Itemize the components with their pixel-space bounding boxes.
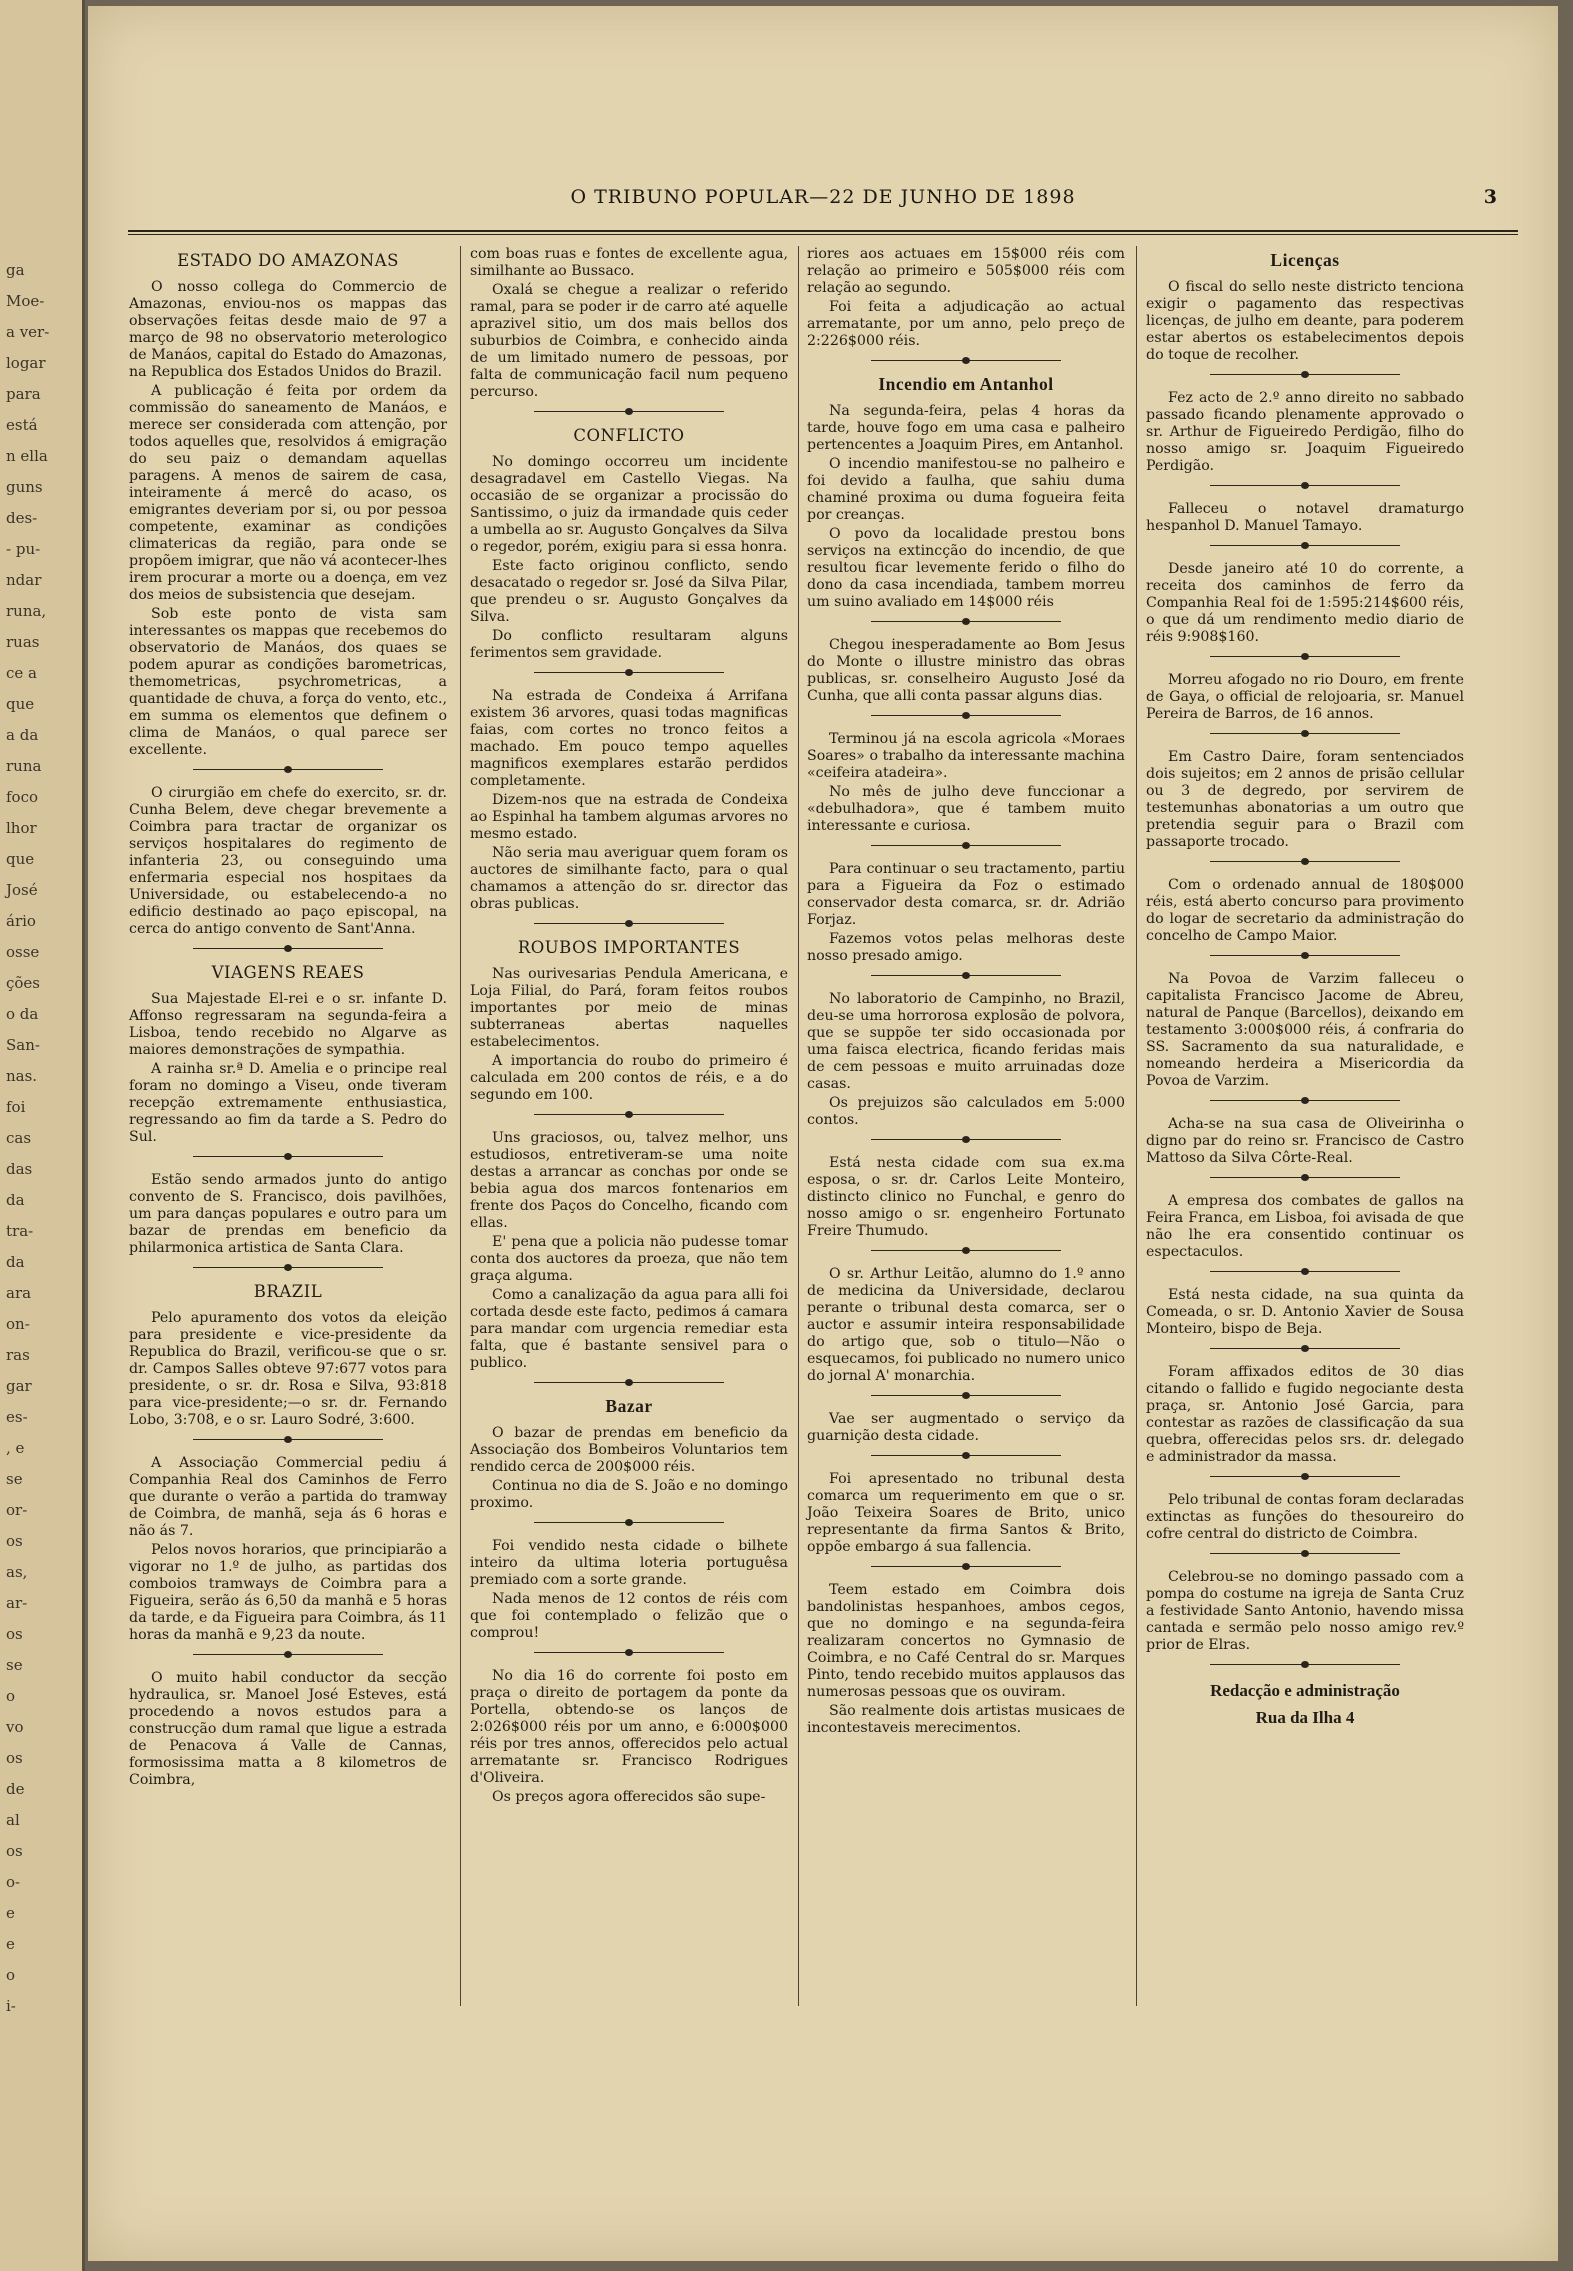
margin-fragment: on-	[6, 1315, 30, 1333]
paragraph: Pelos novos horarios, que principiarão a vigorar no 1.º de julho, as partidas dos comboios tramways de Coimbra para a Figueira, serão ás 6,50 da manhã e 5 horas da tarde, e da Figueira para Coimbra, ás 11 horas da manhã e 9,23 da noute.	[129, 1542, 447, 1643]
margin-fragment: es-	[6, 1408, 28, 1426]
paragraph: Desde janeiro até 10 do corrente, a receita dos caminhos de ferro da Companhia Real foi de 1:595:214$600 réis, o que dá um rendimento medio diario de réis 9:908$160.	[1146, 561, 1464, 645]
paragraph: Acha-se na sua casa de Oliveirinha o digno par do reino sr. Francisco de Castro Mattoso da Silva Côrte-Real.	[1146, 1116, 1464, 1166]
margin-fragment: a ver-	[6, 323, 50, 341]
header-rule	[128, 230, 1518, 232]
column-divider	[460, 246, 461, 2006]
separator-rule	[193, 1650, 384, 1660]
margin-fragment: lhor	[6, 819, 37, 837]
paragraph: Este facto originou conflicto, sendo desacatado o regedor sr. José da Silva Pilar, que prendeu o sr. Augusto Gonçalves da Silva.	[470, 558, 788, 625]
separator-rule	[534, 1518, 725, 1528]
paragraph: O bazar de prendas em beneficio da Associação dos Bombeiros Voluntarios tem rendido cerca de 200$000 réis.	[470, 1425, 788, 1475]
paragraph: Sob este ponto de vista sam interessantes os mappas que recebemos do observatorio de Manáos, dos quaes se podem apurar as condições barometricas, themometricas, psychrometricas, a quantidade de chuva, a força do vento, etc., em summa os elementos que definem o clima de Manáos, o qual parece ser excellente.	[129, 606, 447, 758]
margin-fragment: or-	[6, 1501, 28, 1519]
margin-fragment: ce a	[6, 664, 37, 682]
separator-rule	[534, 919, 725, 929]
margin-fragment: Moe-	[6, 292, 45, 310]
paragraph: Chegou inesperadamente ao Bom Jesus do Monte o illustre ministro das obras publicas, sr. conselheiro Augusto José da Cunha, que alli conta passar alguns dias.	[807, 637, 1125, 704]
newspaper-page	[88, 6, 1558, 2261]
margin-fragment: al	[6, 1811, 20, 1829]
separator-rule	[193, 1435, 384, 1445]
separator-rule	[1210, 541, 1401, 551]
masthead	[88, 186, 1558, 208]
separator-rule	[1210, 1096, 1401, 1106]
margin-fragment: ar-	[6, 1594, 28, 1612]
margin-fragment: os	[6, 1532, 23, 1550]
margin-fragment: José	[6, 881, 38, 899]
margin-fragment: nas.	[6, 1067, 38, 1085]
previous-page-edge	[0, 0, 85, 2271]
paragraph: Para continuar o seu tractamento, partiu para a Figueira da Foz o estimado conservador desta comarca, sr. dr. Adrião Forjaz.	[807, 861, 1125, 928]
article-heading: BRAZIL	[253, 1282, 323, 1301]
separator-rule	[871, 971, 1062, 981]
margin-fragment: runa	[6, 757, 42, 775]
paragraph: O sr. Arthur Leitão, alumno do 1.º anno de medicina da Universidade, declarou perante o tribunal desta comarca, ser o auctor e assumir inteira responsabilidade do artigo que, sob o titulo—Não o esquecamos, foi publicado no numero unico do jornal A' monarchia.	[807, 1266, 1125, 1384]
separator-rule	[193, 944, 384, 954]
separator-rule	[871, 1391, 1062, 1401]
separator-rule	[1210, 1344, 1401, 1354]
separator-rule	[193, 1152, 384, 1162]
margin-fragment: o	[6, 1966, 16, 1984]
paragraph: Em Castro Daire, foram sentenciados dois sujeitos; em 2 annos de prisão cellular ou 3 de degredo, por servirem de testemunhas abonatorias a um outro que pretendia seguir para o Brazil com passaporte trocado.	[1146, 749, 1464, 850]
separator-rule	[1210, 729, 1401, 739]
paragraph: A Associação Commercial pediu á Companhia Real dos Caminhos de Ferro que durante o verão a partida do tramway de Coimbra, de manhã, seja ás 6 horas e não ás 7.	[129, 1455, 447, 1539]
page-header-title: O TRIBUNO POPULAR—22 DE JUNHO DE 1898	[570, 186, 1076, 208]
column-2	[470, 246, 788, 1808]
separator-rule	[871, 1562, 1062, 1572]
paragraph: Os preços agora offerecidos são supe-	[492, 1789, 766, 1805]
separator-rule	[1210, 1173, 1401, 1183]
paragraph: Na estrada de Condeixa á Arrifana existem 36 arvores, quasi todas magnificas faias, com cortes no tronco feitos a machado. Em pouco tempo aquelles magnificos exemplares estarão perdidos completamente.	[470, 688, 788, 789]
article-heading: ROUBOS IMPORTANTES	[517, 938, 741, 957]
paragraph: Falleceu o notavel dramaturgo hespanhol D. Manuel Tamayo.	[1146, 501, 1464, 534]
margin-fragment: ruas	[6, 633, 40, 651]
column-1	[129, 246, 447, 1791]
paragraph: Do conflicto resultaram alguns ferimentos sem gravidade.	[470, 628, 788, 661]
paragraph: Uns graciosos, ou, talvez melhor, uns estudiosos, entretiveram-se uma noite destas a arrancar as conchas por onde se bebia agua dos marcos fontenarios em frente dos Paços do Concelho, ficando com ellas.	[470, 1130, 788, 1231]
margin-fragment: das	[6, 1160, 33, 1178]
margin-fragment: que	[6, 850, 35, 868]
column-divider	[798, 246, 799, 2006]
paragraph: O cirurgião em chefe do exercito, sr. dr. Cunha Belem, deve chegar brevemente a Coimbra para tractar de organizar os serviços hospitalares do regimento de infanteria 23, ou conseguindo uma enfermaria especial nos hospitaes da Universidade, ou estabelecendo-a no edificio destinado ao paço episcopal, na cerca do antigo convento de Sant'Anna.	[129, 785, 447, 937]
paragraph: Fez acto de 2.º anno direito no sabbado passado ficando plenamente approvado o sr. Arthur de Figueiredo Perdigão, filho do nosso amigo sr. Joaquim Figueiredo Perdigão.	[1146, 390, 1464, 474]
paragraph: No laboratorio de Campinho, no Brazil, deu-se uma horrorosa explosão de polvora, que se suppõe ter sido occasionada por uma faisca electrica, ficando feridas mais de cem pessoas e muito arruinadas doze casas.	[807, 991, 1125, 1092]
margin-fragment: cas	[6, 1129, 32, 1147]
margin-fragment: guns	[6, 478, 43, 496]
paragraph: Na Povoa de Varzim falleceu o capitalista Francisco Jacome de Abreu, natural de Panque (Barcellos), deixando em testamento 3:000$000 réis, á confraria do SS. Sacramento da sua naturalidade, e nomeando herdeira a Misericordia da Povoa de Varzim.	[1146, 971, 1464, 1089]
separator-rule	[1210, 1267, 1401, 1277]
paragraph: Foi apresentado no tribunal desta comarca um requerimento em que o sr. João Teixeira Soares de Brito, unico representante da firma Santos & Brito, oppõe embargo á sua fallencia.	[807, 1471, 1125, 1555]
margin-fragment: i-	[6, 1997, 16, 2015]
margin-fragment: a da	[6, 726, 39, 744]
paragraph: Sua Majestade El-rei e o sr. infante D. Affonso regressaram na segunda-feira a Lisboa, tendo recebido no Algarve as maiores demonstrações de sympathia.	[129, 991, 447, 1058]
separator-rule	[534, 1110, 725, 1120]
paragraph: Continua no dia de S. João e no domingo proximo.	[470, 1478, 788, 1511]
margin-fragment: da	[6, 1191, 25, 1209]
margin-fragment: des-	[6, 509, 38, 527]
paragraph: Na segunda-feira, pelas 4 horas da tarde, houve fogo em uma casa e palheiro pertencentes a Joaquim Pires, em Antanhol.	[807, 403, 1125, 453]
margin-fragment: ga	[6, 261, 25, 279]
margin-fragment: que	[6, 695, 35, 713]
paragraph: Fazemos votos pelas melhoras deste nosso presado amigo.	[807, 931, 1125, 964]
article-heading: VIAGENS REAES	[211, 963, 365, 982]
margin-fragment: está	[6, 416, 38, 434]
margin-fragment: ário	[6, 912, 36, 930]
paragraph: No mês de julho deve funccionar a «debulhadora», que é tambem muito interessante e curiosa.	[807, 784, 1125, 834]
paragraph: A rainha sr.ª D. Amelia e o principe real foram no domingo a Viseu, onde tiveram recepção extremamente enthusiastica, regressando ao fim da tarde a S. Pedro do Sul.	[129, 1061, 447, 1145]
separator-rule	[534, 1648, 725, 1658]
paragraph: Não seria mau averiguar quem foram os auctores de similhante facto, para o qual chamamos a attenção do sr. director das obras publicas.	[470, 845, 788, 912]
paragraph: Pelo apuramento dos votos da eleição para presidente e vice-presidente da Republica do Brazil, verificou-se que o sr. dr. Campos Salles obteve 97:677 votos para presidente, o sr. dr. Rosa e Silva, 93:818 para vice-presidente;—o sr. dr. Fernando Lobo, 3:708, e o sr. Lauro Sodré, 3:600.	[129, 1310, 447, 1428]
paragraph: Como a canalização da agua para alli foi cortada desde este facto, pedimos á camara para mandar com urgencia remediar esta falta, que é bastante sensivel para o publico.	[470, 1287, 788, 1371]
separator-rule	[871, 356, 1062, 366]
paragraph-continued: riores aos actuaes em 15$000 réis com relação ao primeiro e 505$000 réis com relação ao segundo.	[807, 246, 1125, 296]
header-rule-thin	[128, 234, 1518, 235]
paragraph: O incendio manifestou-se no palheiro e foi devido a faulha, que sahiu duma chaminé proxima ou duma fogueira feita por creanças.	[807, 456, 1125, 523]
paragraph: O povo da localidade prestou bons serviços na extincção do incendio, de que resultou ficar levemente ferido o filho do dono da casa incendiada, tambem morreu um suino avaliado em 14$000 réis	[807, 526, 1125, 610]
margin-fragment: foco	[6, 788, 39, 806]
paragraph: Oxalá se chegue a realizar o referido ramal, para se poder ir de carro até aquelle aprazivel sitio, um dos mais bellos dos suburbios de Coimbra, e conhecido ainda de um limitado numero de pessoas, por falta de communicação facil num pequeno percurso.	[470, 282, 788, 400]
paragraph: Está nesta cidade com sua ex.ma esposa, o sr. dr. Carlos Leite Monteiro, distincto clinico no Funchal, e genro do nosso amigo o sr. engenheiro Fortunato Freire Thumudo.	[807, 1155, 1125, 1239]
margin-fragment: o da	[6, 1005, 39, 1023]
margin-fragment: ções	[6, 974, 41, 992]
margin-fragment: os	[6, 1749, 23, 1767]
margin-fragment: ndar	[6, 571, 42, 589]
margin-fragment: n ella	[6, 447, 48, 465]
article-heading: ESTADO DO AMAZONAS	[177, 251, 399, 270]
margin-fragment: tra-	[6, 1222, 34, 1240]
paragraph: No domingo occorreu um incidente desagradavel em Castello Viegas. Na occasião de se organizar a procissão do Santissimo, o juiz da irmandade quis ceder a umbella ao sr. Augusto Gonçalves da Silva o regedor, porém, exigiu para si essa honra.	[470, 454, 788, 555]
margin-fragment: o-	[6, 1873, 21, 1891]
margin-fragment: se	[6, 1470, 23, 1488]
column-divider	[1136, 246, 1137, 2006]
paragraph: Dizem-nos que na estrada de Condeixa ao Espinhal ha tambem algumas arvores no mesmo estado.	[470, 792, 788, 842]
paragraph: São realmente dois artistas musicaes de incontestaveis merecimentos.	[807, 1703, 1125, 1736]
separator-rule	[871, 711, 1062, 721]
paragraph: O nosso collega do Commercio de Amazonas, enviou-nos os mappas das observações feitas desde maio de 97 a março de 98 no observatorio meterologico de Manáos, capital do Estado do Amazonas, na Republica dos Estados Unidos do Brazil.	[129, 279, 447, 380]
paragraph: Estão sendo armados junto do antigo convento de S. Francisco, dois pavilhões, um para danças populares e outro para um bazar de prendas em beneficio da philarmonica artistica de Santa Clara.	[129, 1172, 447, 1256]
separator-rule	[1210, 481, 1401, 491]
margin-fragment: as,	[6, 1563, 28, 1581]
column-3	[807, 246, 1125, 1739]
separator-rule	[193, 765, 384, 775]
page-number: 3	[1483, 186, 1498, 208]
separator-rule	[871, 1246, 1062, 1256]
margin-fragment: o	[6, 1687, 16, 1705]
margin-fragment: gar	[6, 1377, 32, 1395]
paragraph: Teem estado em Coimbra dois bandolinistas hespanhoes, ambos cegos, que no domingo e na segunda-feira realizaram concertos no Gymnasio de Coimbra, e no Café Central do sr. Marques Pinto, tendo recebido muitos applausos das numerosas pessoas que os ouviram.	[807, 1582, 1125, 1700]
column-4	[1146, 246, 1464, 1728]
paragraph: Morreu afogado no rio Douro, em frente de Gaya, o official de relojoaria, sr. Manuel Pereira de Barros, de 16 annos.	[1146, 672, 1464, 722]
separator-rule	[1210, 1472, 1401, 1482]
separator-rule	[1210, 951, 1401, 961]
margin-fragment: de	[6, 1780, 25, 1798]
paragraph: A empresa dos combates de gallos na Feira Franca, em Lisboa, foi avisada de que não lhe era consentido continuar os espectaculos.	[1146, 1193, 1464, 1260]
margin-fragment: os	[6, 1625, 23, 1643]
separator-rule	[193, 1263, 384, 1273]
separator-rule	[1210, 1660, 1401, 1670]
separator-rule	[534, 668, 725, 678]
paragraph: Está nesta cidade, na sua quinta da Comeada, o sr. D. Antonio Xavier de Sousa Monteiro, bispo de Beja.	[1146, 1287, 1464, 1337]
office-address: Redacção e administração	[1210, 1681, 1400, 1700]
paragraph: Foi feita a adjudicação ao actual arrematante, por um anno, pelo preço de 2:226$000 réis.	[807, 299, 1125, 349]
article-heading: CONFLICTO	[573, 426, 685, 445]
margin-fragment: - pu-	[6, 540, 41, 558]
separator-rule	[871, 841, 1062, 851]
margin-fragment: e	[6, 1935, 15, 1953]
paragraph: A importancia do roubo do primeiro é calculada em 200 contos de réis, e a do segundo em 100.	[470, 1053, 788, 1103]
paragraph: Terminou já na escola agricola «Moraes Soares» o trabalho da interessante machina «ceifeira atadeira».	[807, 731, 1125, 781]
paragraph: Nas ourivesarias Pendula Americana, e Loja Filial, do Pará, foram feitos roubos importantes por meio de minas subterraneas abertas naquelles estabelecimentos.	[470, 966, 788, 1050]
separator-rule	[1210, 1549, 1401, 1559]
margin-fragment: se	[6, 1656, 23, 1674]
margin-fragment: San-	[6, 1036, 40, 1054]
article-heading: Licenças	[1270, 250, 1340, 270]
article-heading: Bazar	[605, 1396, 653, 1416]
margin-fragment: foi	[6, 1098, 26, 1116]
paragraph: A publicação é feita por ordem da commissão do saneamento de Manáos, e merece ser considerada com attenção, por todos aquelles que, resolvidos á emigração do seu paiz o demandam aquellas paragens. A menos de sairem de casa, inteiramente á mercê do acaso, os emigrantes deveriam por si, ou por pessoa competente, examinar as condições climatericas da região, para onde se propõem imigrar, que não vá acontecer-lhes irem procurar a morte ou a doença, em vez dos meios de subsistencia que desejam.	[129, 383, 447, 603]
paragraph: Nada menos de 12 contos de réis com que foi contemplado o felizão que o comprou!	[470, 1591, 788, 1641]
paragraph: Foram affixados editos de 30 dias citando o fallido e fugido negociante desta praça, sr. Antonio José Garcia, para contestar as razões de classificação da sua quebra, offerecidas pelos srs. dr. delegado e administrador da massa.	[1146, 1364, 1464, 1465]
separator-rule	[871, 1135, 1062, 1145]
office-address: Rua da Ilha 4	[1255, 1708, 1355, 1727]
paragraph: E' pena que a policia não pudesse tomar conta dos auctores da proeza, que não tem graça alguma.	[470, 1234, 788, 1284]
margin-fragment: osse	[6, 943, 40, 961]
separator-rule	[871, 617, 1062, 627]
paragraph: Celebrou-se no domingo passado com a pompa do costume na igreja de Santa Cruz a festividade Santo Antonio, havendo missa cantada e sermão pelo nosso amigo rev.º prior de Elras.	[1146, 1569, 1464, 1653]
article-heading: Incendio em Antanhol	[878, 374, 1054, 394]
margin-fragment: vo	[6, 1718, 24, 1736]
margin-fragment: runa,	[6, 602, 47, 620]
separator-rule	[1210, 370, 1401, 380]
margin-fragment: ara	[6, 1284, 32, 1302]
margin-fragment: os	[6, 1842, 23, 1860]
paragraph: Os prejuizos são calculados em 5:000 contos.	[807, 1095, 1125, 1128]
margin-fragment: para	[6, 385, 41, 403]
paragraph: Com o ordenado annual de 180$000 réis, está aberto concurso para provimento do logar de secretario da administração do concelho de Campo Maior.	[1146, 877, 1464, 944]
margin-fragment: logar	[6, 354, 46, 372]
margin-fragment: e	[6, 1904, 15, 1922]
paragraph: Vae ser augmentado o serviço da guarnição desta cidade.	[807, 1411, 1125, 1444]
separator-rule	[871, 1451, 1062, 1461]
paragraph: O muito habil conductor da secção hydraulica, sr. Manoel José Esteves, está procedendo a novos estudos para a construcção dum ramal que ligue a estrada de Penacova á Valle de Cannas, formosissima matta a 8 kilometros de Coimbra,	[129, 1670, 447, 1788]
separator-rule	[534, 407, 725, 417]
margin-fragment: da	[6, 1253, 25, 1271]
margin-fragment: , e	[6, 1439, 25, 1457]
separator-rule	[1210, 652, 1401, 662]
margin-fragment: ras	[6, 1346, 30, 1364]
separator-rule	[534, 1378, 725, 1388]
paragraph-continued: com boas ruas e fontes de excellente agua, similhante ao Bussaco.	[470, 246, 788, 279]
paragraph: O fiscal do sello neste districto tenciona exigir o pagamento das respectivas licenças, de julho em deante, para poderem estar abertos os estabelecimentos depois do toque de recolher.	[1146, 279, 1464, 363]
paragraph: No dia 16 do corrente foi posto em praça o direito de portagem da ponte da Portella, obtendo-se os lanços de 2:026$000 réis por um anno, e 6:000$000 réis por tres annos, offerecidos pelo actual arrematante sr. Francisco Rodrigues d'Oliveira.	[470, 1668, 788, 1786]
paragraph: Pelo tribunal de contas foram declaradas extinctas as funções do thesoureiro do cofre central do districto de Coimbra.	[1146, 1492, 1464, 1542]
paragraph: Foi vendido nesta cidade o bilhete inteiro da ultima loteria portuguêsa premiado com a sorte grande.	[470, 1538, 788, 1588]
separator-rule	[1210, 857, 1401, 867]
